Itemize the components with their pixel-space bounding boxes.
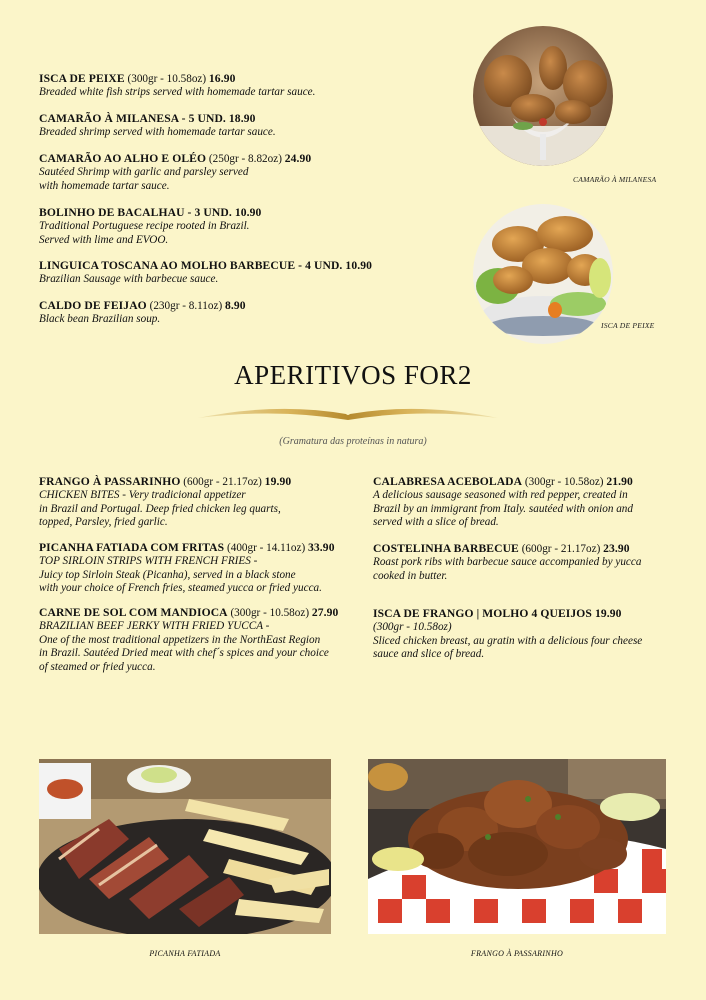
menu-item-camarao-milanesa (39, 112, 276, 140)
section-title: APERITIVOS FOR2 (234, 360, 472, 390)
item-weight: (300gr - 10.58oz) (124, 73, 209, 85)
item-weight: (300gr - 10.58oz) (522, 476, 607, 488)
item-weight: (250gr - 8.82oz) (206, 153, 285, 165)
photo-frango-passarinho (368, 759, 666, 934)
item-price: 21.90 (606, 475, 633, 488)
photo-isca-de-peixe (473, 204, 613, 344)
item-name: CAMARÃO À MILANESA - 5 UND. 18.90 (39, 112, 256, 125)
item-name: COSTELINHA BARBECUE (373, 542, 519, 555)
item-name: CARNE DE SOL COM MANDIOCA (39, 606, 228, 619)
caption-camarao-milanesa: CAMARÃO À MILANESA (573, 175, 657, 184)
menu-item-picanha-fatiada (39, 541, 335, 596)
item-description: CHICKEN BITES - Very tradicional appetizer in Brazil and Portugal. Deep fried chicken leg quarts, topped, Parsley, fried garlic. (39, 489, 281, 529)
item-description: Sautéed Shrimp with garlic and parsley served with homemade tartar sauce. (39, 166, 249, 192)
item-weight: (600gr - 21.17oz) (180, 476, 265, 488)
item-description: Roast pork ribs with barbecue sauce accompanied by yucca cooked in butter. (373, 556, 642, 582)
photo-camarao-milanesa (473, 26, 613, 166)
caption-picanha-fatiada: PICANHA FATIADA (149, 949, 221, 958)
item-weight: (600gr - 21.17oz) (518, 543, 604, 555)
item-description: A delicious sausage seasoned with red pepper, created in Brazil by an immigrant from Italy. sautéed with onion and served with a slice of bread. (373, 489, 633, 529)
item-name: ISCA DE FRANGO | MOLHO 4 QUEIJOS 19.90 (373, 607, 622, 620)
gold-swoosh-divider (196, 398, 500, 426)
caption-frango-passarinho: FRANGO À PASSARINHO (470, 949, 564, 958)
item-description: Breaded shrimp served with homemade tartar sauce. (39, 126, 276, 139)
item-description: Brazilian Sausage with barbecue sauce. (39, 273, 219, 286)
item-price: 24.90 (284, 152, 312, 165)
item-name: LINGUICA TOSCANA AO MOLHO BARBECUE - 4 UND. 10.90 (39, 259, 373, 272)
item-name: FRANGO À PASSARINHO (39, 475, 181, 488)
item-name: CAMARÃO AO ALHO E OLÉO (39, 152, 207, 165)
item-description: Traditional Portuguese recipe rooted in Brazil. Served with lime and EVOO. (39, 220, 250, 246)
item-price: 16.90 (208, 72, 236, 85)
item-name: PICANHA FATIADA COM FRITAS (39, 541, 225, 554)
item-price: 27.90 (311, 606, 339, 619)
menu-item-costelinha (373, 542, 641, 583)
caption-isca-de-peixe: ISCA DE PEIXE (601, 321, 655, 330)
item-price: 33.90 (308, 541, 335, 554)
menu-item-frango-passarinho (39, 475, 291, 530)
item-weight: (300gr - 10.58oz) (227, 607, 312, 619)
item-description: Black bean Brazilian soup. (39, 313, 161, 326)
item-description: Breaded white fish strips served with homemade tartar sauce. (39, 86, 316, 99)
item-description: (300gr - 10.58oz) Sliced chicken breast, au gratin with a delicious four cheese sauce and slice of bread. (373, 621, 643, 661)
menu-item-calabresa (373, 475, 633, 530)
menu-item-camarao-alho-oleo (39, 152, 311, 193)
item-weight: (400gr - 14.11oz) (224, 542, 308, 554)
menu-item-isca-de-frango (373, 607, 642, 662)
menu-item-isca-de-peixe (39, 72, 315, 100)
item-name: CALABRESA ACEBOLADA (373, 475, 523, 488)
item-price: 8.90 (224, 299, 246, 312)
item-name: ISCA DE PEIXE (39, 72, 125, 85)
item-price: 19.90 (264, 475, 292, 488)
menu-item-linguica-toscana (39, 259, 372, 287)
menu-item-caldo-feijao (39, 299, 246, 327)
item-description: BRAZILIAN BEEF JERKY WITH FRIED YUCCA - One of the most traditional appetizers in the NorthEast Region in Brazil. Sautéed Dried meat with chef´s spices and your choice of steamed or fried yucca. (39, 620, 329, 673)
photo-picanha-fatiada (39, 759, 331, 934)
item-description: TOP SIRLOIN STRIPS WITH FRENCH FRIES - Juicy top Sirloin Steak (Picanha), served in a black stone with your choice of French fries, steamed yucca or fried yucca. (39, 555, 322, 595)
item-weight: (230gr - 8.11oz) (146, 300, 225, 312)
menu-item-bolinho-bacalhau (39, 206, 261, 247)
item-name: CALDO DE FEIJAO (39, 299, 147, 312)
menu-item-carne-de-sol (39, 606, 338, 674)
item-price: 23.90 (603, 542, 630, 555)
section-note: (Gramatura das proteínas in natura) (279, 436, 427, 447)
item-name: BOLINHO DE BACALHAU - 3 UND. 10.90 (39, 206, 262, 219)
